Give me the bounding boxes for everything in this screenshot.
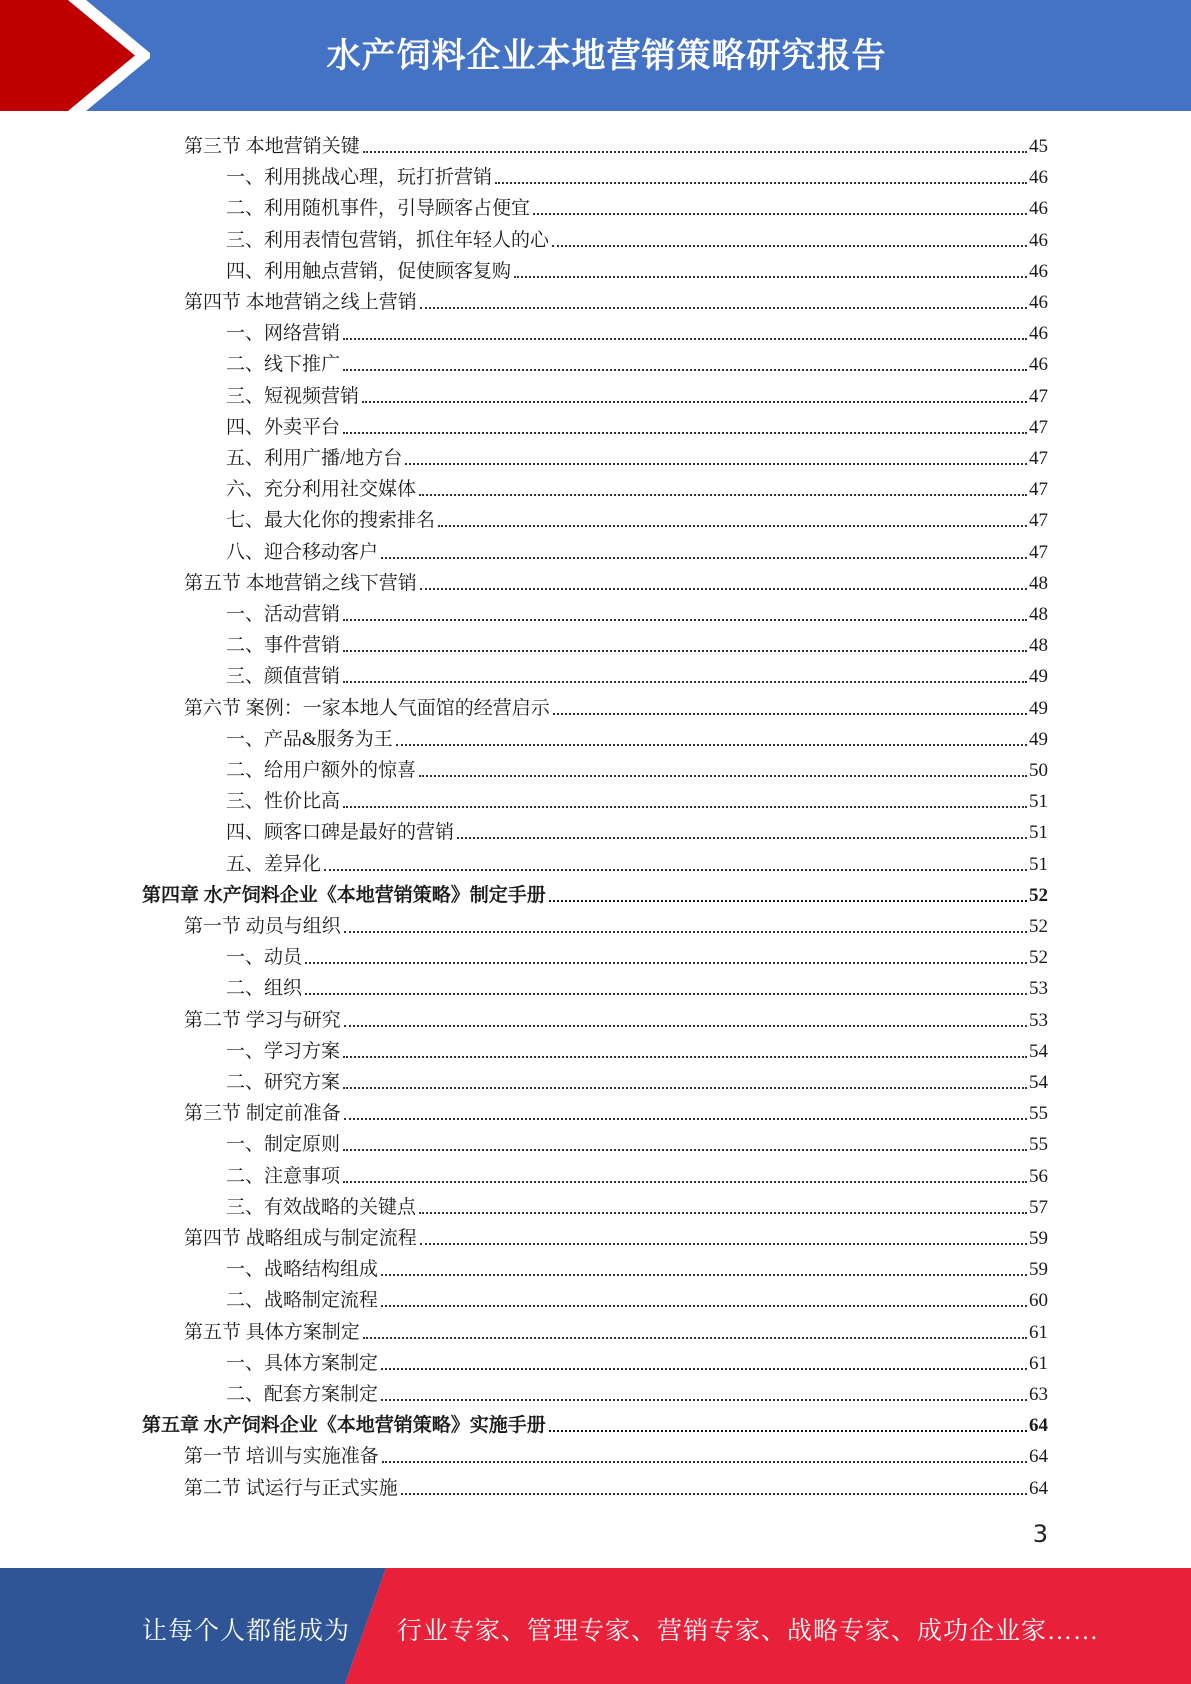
toc-dot-leader xyxy=(381,1273,1027,1276)
toc-entry[interactable] xyxy=(226,938,1048,969)
toc-entry-page: 55 xyxy=(1029,1103,1048,1125)
toc-entry-page: 48 xyxy=(1029,572,1048,594)
toc-entry[interactable] xyxy=(226,595,1048,626)
toc-dot-leader xyxy=(419,774,1027,777)
toc-entry[interactable] xyxy=(226,1281,1048,1312)
toc-entry[interactable] xyxy=(184,283,1048,314)
toc-entry-page: 54 xyxy=(1029,1040,1048,1062)
toc-dot-leader xyxy=(552,244,1027,247)
toc-entry[interactable] xyxy=(184,1313,1048,1344)
toc-dot-leader xyxy=(324,868,1027,871)
toc-entry-page: 47 xyxy=(1029,385,1048,407)
toc-dot-leader xyxy=(420,1242,1027,1245)
toc-dot-leader xyxy=(533,212,1027,215)
toc-dot-leader xyxy=(405,462,1027,465)
toc-entry[interactable] xyxy=(184,564,1048,595)
toc-entry-title: 八、迎合移动客户 xyxy=(226,541,379,563)
toc-entry[interactable] xyxy=(184,1001,1048,1032)
toc-entry[interactable] xyxy=(226,158,1048,189)
toc-dot-leader xyxy=(343,337,1027,340)
toc-entry-page: 61 xyxy=(1029,1352,1048,1374)
toc-entry-title: 第四章 水产饲料企业《本地营销策略》制定手册 xyxy=(142,884,546,906)
toc-dot-leader xyxy=(553,712,1027,715)
toc-entry-title: 二、组织 xyxy=(226,978,303,1000)
toc-entry-title: 四、利用触点营销，促使顾客复购 xyxy=(226,260,512,282)
toc-entry[interactable] xyxy=(226,189,1048,220)
report-title: 水产饲料企业本地营销策略研究报告 xyxy=(326,36,887,76)
toc-entry-page: 53 xyxy=(1029,1009,1048,1031)
toc-entry-title: 一、具体方案制定 xyxy=(226,1352,379,1374)
toc-dot-leader xyxy=(382,1460,1027,1463)
toc-dot-leader xyxy=(343,1055,1027,1058)
toc-entry[interactable] xyxy=(142,876,1048,907)
toc-entry-page: 64 xyxy=(1029,1477,1048,1499)
toc-entry[interactable] xyxy=(184,1437,1048,1468)
toc-entry-title: 七、最大化你的搜索排名 xyxy=(226,510,436,532)
toc-entry[interactable] xyxy=(226,1032,1048,1063)
toc-entry[interactable] xyxy=(226,377,1048,408)
toc-dot-leader xyxy=(381,1304,1027,1307)
toc-dot-leader xyxy=(343,431,1027,434)
toc-dot-leader xyxy=(419,1211,1027,1214)
toc-entry[interactable] xyxy=(184,1094,1048,1125)
toc-entry[interactable] xyxy=(226,345,1048,376)
toc-dot-leader xyxy=(381,556,1027,559)
toc-dot-leader xyxy=(549,899,1027,902)
toc-dot-leader xyxy=(305,961,1027,964)
toc-dot-leader xyxy=(343,368,1027,371)
toc-entry-title: 一、战略结构组成 xyxy=(226,1259,379,1281)
toc-dot-leader xyxy=(495,181,1027,184)
toc-entry[interactable] xyxy=(226,533,1048,564)
toc-entry-title: 三、有效战略的关键点 xyxy=(226,1196,417,1218)
toc-entry-title: 第一节 培训与实施准备 xyxy=(184,1446,379,1468)
toc-entry-title: 一、制定原则 xyxy=(226,1134,341,1156)
toc-entry-page: 46 xyxy=(1029,354,1048,376)
toc-entry-page: 49 xyxy=(1029,728,1048,750)
toc-entry-title: 一、利用挑战心理，玩打折营销 xyxy=(226,167,493,189)
toc-entry-page: 46 xyxy=(1029,198,1048,220)
page-number: 3 xyxy=(1032,1520,1048,1548)
toc-entry-title: 二、研究方案 xyxy=(226,1072,341,1093)
toc-entry[interactable] xyxy=(226,969,1048,1000)
toc-entry-page: 53 xyxy=(1029,978,1048,1000)
toc-entry-page: 50 xyxy=(1029,760,1048,781)
toc-entry-page: 64 xyxy=(1029,1446,1048,1468)
toc-entry-page: 55 xyxy=(1029,1134,1048,1156)
toc-entry-title: 二、战略制定流程 xyxy=(226,1290,379,1312)
toc-entry-title: 四、外卖平台 xyxy=(226,416,341,438)
toc-entry[interactable] xyxy=(226,1157,1048,1188)
toc-dot-leader xyxy=(344,930,1027,933)
toc-entry-page: 46 xyxy=(1029,167,1048,189)
toc-entry[interactable] xyxy=(226,252,1048,283)
toc-entry-title: 二、给用户额外的惊喜 xyxy=(226,760,417,781)
toc-entry[interactable] xyxy=(226,470,1048,501)
toc-entry-title: 一、活动营销 xyxy=(226,604,341,625)
toc-entry-title: 一、学习方案 xyxy=(226,1040,341,1062)
toc-entry-page: 63 xyxy=(1029,1384,1048,1405)
toc-entry-title: 二、注意事项 xyxy=(226,1165,341,1187)
toc-entry-page: 46 xyxy=(1029,260,1048,282)
toc-entry[interactable] xyxy=(184,689,1048,720)
toc-entry-title: 第三节 制定前准备 xyxy=(184,1103,341,1125)
toc-entry-title: 二、利用随机事件，引导顾客占便宜 xyxy=(226,198,531,220)
toc-entry-page: 59 xyxy=(1029,1259,1048,1281)
toc-entry[interactable] xyxy=(226,813,1048,844)
toc-dot-leader xyxy=(396,743,1027,746)
toc-dot-leader xyxy=(419,493,1027,496)
toc-entry-page: 47 xyxy=(1029,416,1048,438)
toc-entry-page: 52 xyxy=(1029,884,1048,906)
toc-dot-leader xyxy=(457,836,1027,839)
toc-entry-title: 五、差异化 xyxy=(226,853,322,875)
toc-dot-leader xyxy=(343,680,1027,683)
toc-entry[interactable] xyxy=(226,314,1048,345)
toc-entry-title: 三、利用表情包营销，抓住年轻人的心 xyxy=(226,229,550,251)
toc-dot-leader xyxy=(438,524,1027,527)
toc-dot-leader xyxy=(343,1148,1027,1151)
toc-entry-title: 二、事件营销 xyxy=(226,635,341,657)
toc-dot-leader xyxy=(343,805,1027,808)
toc-entry-title: 一、产品&服务为王 xyxy=(226,728,393,750)
toc-entry-title: 第三节 本地营销关键 xyxy=(184,136,360,157)
toc-entry-title: 第四节 战略组成与制定流程 xyxy=(184,1228,417,1249)
toc-entry-page: 56 xyxy=(1029,1165,1048,1187)
toc-entry[interactable] xyxy=(226,657,1048,688)
toc-entry-page: 59 xyxy=(1029,1228,1048,1249)
toc-entry[interactable] xyxy=(226,1125,1048,1156)
toc-entry-title: 第一节 动员与组织 xyxy=(184,916,341,937)
toc-entry[interactable] xyxy=(226,782,1048,813)
toc-entry[interactable] xyxy=(184,1469,1048,1500)
toc-entry-page: 48 xyxy=(1029,635,1048,657)
toc-entry[interactable] xyxy=(226,439,1048,470)
toc-dot-leader xyxy=(343,1086,1027,1089)
toc-entry-title: 第五章 水产饲料企业《本地营销策略》实施手册 xyxy=(142,1415,546,1437)
toc-entry-page: 47 xyxy=(1029,479,1048,501)
toc-entry-page: 48 xyxy=(1029,604,1048,625)
toc-dot-leader xyxy=(343,1180,1027,1183)
toc-entry-page: 46 xyxy=(1029,292,1048,313)
toc-entry-title: 三、短视频营销 xyxy=(226,385,360,407)
toc-entry-page: 46 xyxy=(1029,229,1048,251)
toc-dot-leader xyxy=(344,1117,1027,1120)
toc-entry[interactable] xyxy=(226,1188,1048,1219)
toc-entry[interactable] xyxy=(226,626,1048,657)
toc-entry-title: 四、顾客口碑是最好的营销 xyxy=(226,822,455,844)
toc-entry-title: 第二节 试运行与正式实施 xyxy=(184,1477,398,1499)
toc-entry[interactable] xyxy=(184,127,1048,158)
toc-entry-page: 54 xyxy=(1029,1072,1048,1093)
toc-dot-leader xyxy=(420,587,1027,590)
toc-entry[interactable] xyxy=(184,907,1048,938)
toc-entry-page: 49 xyxy=(1029,666,1048,688)
toc-entry[interactable] xyxy=(226,1250,1048,1281)
toc-entry-title: 二、线下推广 xyxy=(226,354,341,376)
toc-entry-title: 第五节 具体方案制定 xyxy=(184,1321,360,1343)
toc-entry-title: 五、利用广播/地方台 xyxy=(226,448,403,469)
page-header xyxy=(0,0,1191,111)
toc-dot-leader xyxy=(514,275,1027,278)
toc-entry-page: 64 xyxy=(1029,1415,1048,1437)
toc-entry-page: 47 xyxy=(1029,448,1048,469)
toc-entry-page: 47 xyxy=(1029,541,1048,563)
toc-entry-page: 47 xyxy=(1029,510,1048,532)
toc-entry[interactable] xyxy=(226,1063,1048,1094)
toc-entry-title: 第六节 案例：一家本地人气面馆的经营启示 xyxy=(184,697,550,719)
toc-entry-title: 第四节 本地营销之线上营销 xyxy=(184,292,417,313)
toc-entry-page: 51 xyxy=(1029,822,1048,844)
toc-entry-title: 第五节 本地营销之线下营销 xyxy=(184,572,417,594)
toc-dot-leader xyxy=(343,649,1027,652)
toc-entry-title: 六、充分利用社交媒体 xyxy=(226,479,417,501)
toc-entry-page: 61 xyxy=(1029,1321,1048,1343)
footer-slogan-left: 让每个人都能成为 xyxy=(142,1618,351,1645)
toc-entry-title: 一、网络营销 xyxy=(226,323,341,345)
toc-entry-page: 52 xyxy=(1029,916,1048,937)
toc-dot-leader xyxy=(362,400,1027,403)
toc-entry[interactable] xyxy=(142,1406,1048,1437)
toc-entry[interactable] xyxy=(226,501,1048,532)
toc-entry-title: 三、颜值营销 xyxy=(226,666,341,688)
toc-entry[interactable] xyxy=(226,1375,1048,1406)
toc-entry-page: 57 xyxy=(1029,1196,1048,1218)
toc-entry[interactable] xyxy=(226,221,1048,252)
toc-entry-page: 60 xyxy=(1029,1290,1048,1312)
toc-entry-page: 46 xyxy=(1029,323,1048,345)
toc-entry[interactable] xyxy=(226,845,1048,876)
toc-dot-leader xyxy=(420,306,1027,309)
toc-entry[interactable] xyxy=(184,1219,1048,1250)
toc-entry-page: 52 xyxy=(1029,947,1048,969)
toc-dot-leader xyxy=(363,150,1027,153)
toc-entry[interactable] xyxy=(226,1344,1048,1375)
toc-dot-leader xyxy=(363,1336,1027,1339)
toc-entry-page: 49 xyxy=(1029,697,1048,719)
toc-dot-leader xyxy=(381,1398,1027,1401)
toc-dot-leader xyxy=(381,1367,1027,1370)
footer-slogan-right: 行业专家、管理专家、营销专家、战略专家、成功企业家…… xyxy=(397,1618,1100,1645)
toc-entry-title: 二、配套方案制定 xyxy=(226,1384,379,1405)
toc-dot-leader xyxy=(343,618,1027,621)
toc-entry[interactable] xyxy=(226,408,1048,439)
toc-entry[interactable] xyxy=(226,751,1048,782)
toc-entry[interactable] xyxy=(226,720,1048,751)
toc-dot-leader xyxy=(549,1429,1027,1432)
page-footer xyxy=(0,1568,1191,1684)
toc-entry-title: 第二节 学习与研究 xyxy=(184,1009,341,1031)
toc-entry-title: 三、性价比高 xyxy=(226,791,341,813)
toc-dot-leader xyxy=(401,1492,1027,1495)
toc-dot-leader xyxy=(305,992,1027,995)
toc-entry-title: 一、动员 xyxy=(226,947,303,969)
toc-dot-leader xyxy=(344,1024,1027,1027)
toc-entry-page: 51 xyxy=(1029,791,1048,813)
toc-entry-page: 45 xyxy=(1029,136,1048,157)
toc-entry-page: 51 xyxy=(1029,853,1048,875)
